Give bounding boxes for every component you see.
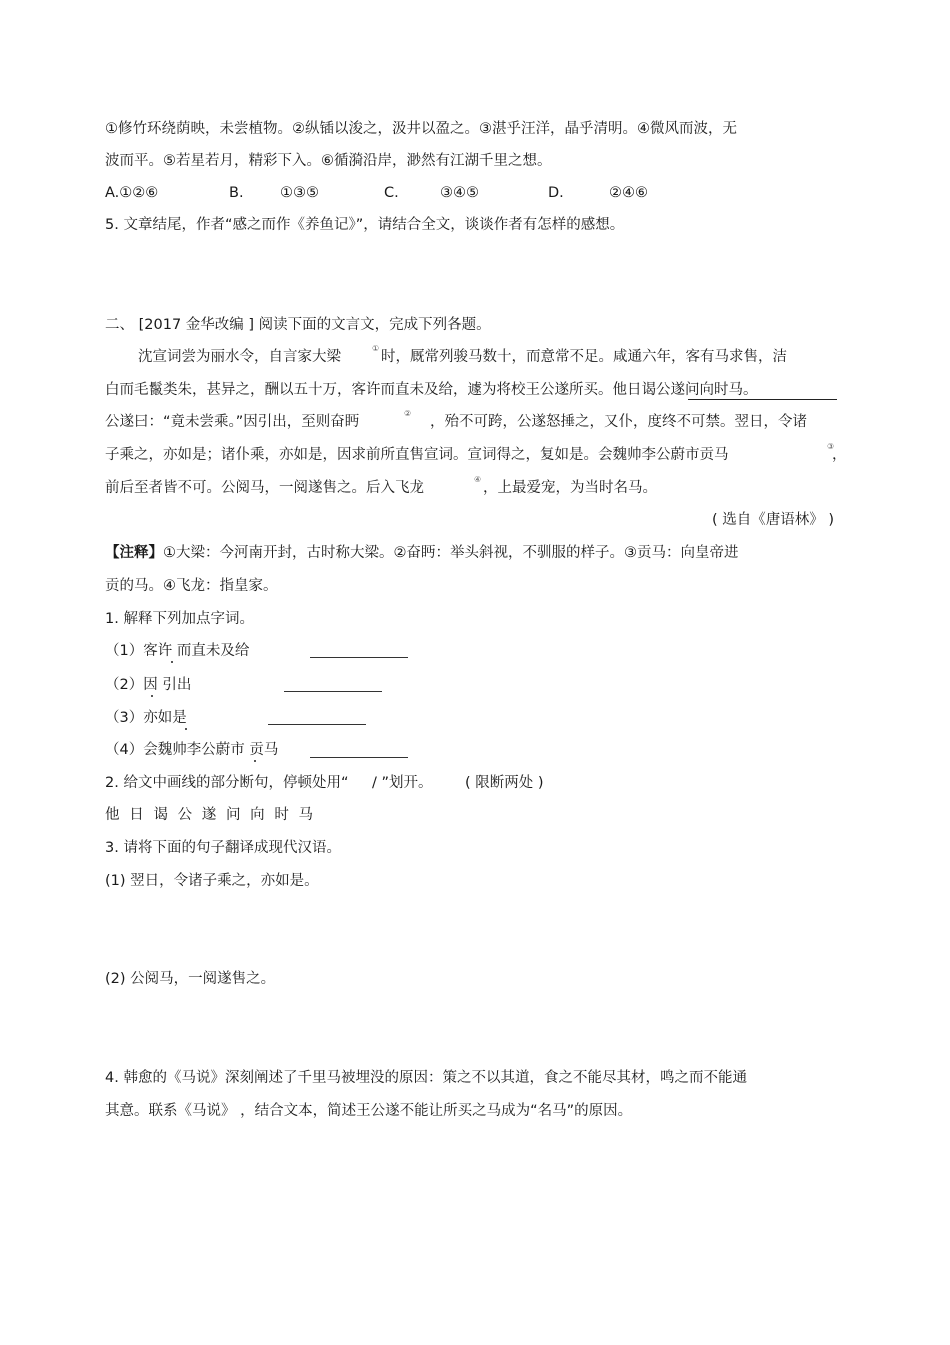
notes-line-1	[105, 543, 739, 563]
choice-b	[229, 183, 244, 203]
passage-line-3a: 公遂曰：“竟未尝乘。”因引出，至则奋眄	[105, 414, 360, 430]
choice-d-value: ②④⑥	[609, 185, 648, 201]
choice-c-value: ③④⑤	[440, 185, 479, 201]
choice-letter: A.	[105, 185, 120, 201]
notes-label: 【注释】	[105, 545, 163, 561]
q2-char: 谒	[153, 807, 168, 823]
options-line-2: 波而平。⑤若星若月，精彩下入。⑥循漪沿岸，渺然有江湖千里之想。	[105, 153, 552, 169]
choice-d: D.	[548, 185, 564, 201]
question-1: 1. 解释下列加点字词。	[105, 611, 254, 627]
q2-char: 向	[250, 807, 265, 823]
footnote-mark-3: ③	[827, 442, 835, 451]
question-2b: / ”划开。	[372, 775, 433, 791]
choice-value: ①②⑥	[119, 185, 159, 201]
notes-line-2: 贡的马。④飞龙：指皇家。	[105, 578, 278, 594]
passage-line-1a: 沈宣词尝为丽水令，自言家大梁	[138, 349, 341, 365]
section-2-heading: 二、 [2017 金华改编 ] 阅读下面的文言文，完成下列各题。	[105, 317, 491, 333]
q3-item-2: (2) 公阅马，一阅遂售之。	[105, 971, 276, 987]
q2-sentence[interactable]	[105, 805, 323, 825]
choice-b-value: ①③⑤	[280, 185, 319, 201]
q1-item-3: （3）亦如是	[105, 710, 187, 726]
question-4-line-1: 4. 韩愈的《马说》深刻阐述了千里马被埋没的原因：策之不以其道，食之不能尽其材，鸣之而不能通	[105, 1070, 747, 1086]
emphasis-dot	[171, 661, 173, 663]
answer-blank-2[interactable]	[284, 691, 382, 692]
passage-line-4a: 子乘之，亦如是；诸仆乘，亦如是，因求前所直售宣词。宣词得之，复如是。会魏帅李公蔚市贡马	[105, 447, 729, 463]
q2-char: 问	[225, 807, 241, 823]
emphasis-dot	[151, 695, 153, 697]
emphasis-dot	[254, 760, 256, 762]
q2-char: 马	[298, 807, 313, 823]
question-3: 3. 请将下面的句子翻译成现代汉语。	[105, 840, 341, 856]
question-4-line-2: 其意。联系《马说》 ，结合文本，简述王公遂不能让所买之马成为“名马”的原因。	[105, 1103, 633, 1119]
passage-line-4b: ，	[832, 447, 847, 463]
question-5: 5. 文章结尾，作者“感之而作《养鱼记》”，请结合全文，谈谈作者有怎样的感想。	[105, 217, 625, 233]
passage-line-5b: ，上最爱宠，为当时名马。	[483, 480, 657, 496]
notes-text-1: ①大梁：今河南开封，古时称大梁。②奋眄：举头斜视，不驯服的样子。③贡马：向皇帝进	[163, 545, 739, 561]
question-2a: 2. 给文中画线的部分断句，停顿处用“	[105, 775, 349, 791]
choice-a	[105, 183, 158, 203]
q3-item-1: (1) 翌日，令诸子乘之，亦如是。	[105, 873, 319, 889]
q2-char: 他	[105, 807, 120, 823]
options-line-1: ①修竹环绕荫映，未尝植物。②纵锸以浚之，汲井以盈之。③湛乎汪洋，晶乎清明。④微风而波，无	[105, 121, 737, 137]
q2-char: 公	[177, 807, 193, 823]
footnote-mark-2: ②	[404, 409, 412, 418]
q2-char: 日	[129, 807, 144, 823]
passage-source: ( 选自《唐语林》 )	[712, 512, 835, 528]
q2-char: 时	[274, 807, 289, 823]
question-2c: ( 限断两处 )	[465, 775, 544, 791]
footnote-mark-1: ①	[372, 344, 380, 353]
answer-blank-4[interactable]	[310, 757, 408, 758]
choice-letter: B.	[229, 185, 244, 201]
passage-line-3b: ，殆不可跨，公遂怒捶之，又仆，度终不可禁。翌日，令诸	[430, 414, 807, 430]
q1-item-1: （1）客许 而直未及给	[105, 643, 250, 659]
q2-char: 遂	[201, 807, 217, 823]
answer-blank-3[interactable]	[268, 724, 366, 725]
sentence-underline	[688, 399, 837, 400]
passage-line-2: 白而毛鬣类朱，甚异之，酬以五十万，客许而直未及给，遽为将校王公遂所买。他日谒公遂问向时马。	[105, 382, 758, 398]
footnote-mark-4: ④	[474, 475, 482, 484]
passage-line-5a: 前后至者皆不可。公阅马，一阅遂售之。后入飞龙	[105, 480, 424, 496]
choice-c: C.	[384, 185, 399, 201]
q1-item-2: （2）因 引出	[105, 677, 192, 693]
passage-line-1b: 时，厩常列骏马数十，而意常不足。咸通六年，客有马求售，洁	[381, 349, 787, 365]
emphasis-dot	[185, 728, 187, 730]
answer-blank-1[interactable]	[310, 657, 408, 658]
q1-item-4: （4）会魏帅李公蔚市 贡马	[105, 742, 279, 758]
